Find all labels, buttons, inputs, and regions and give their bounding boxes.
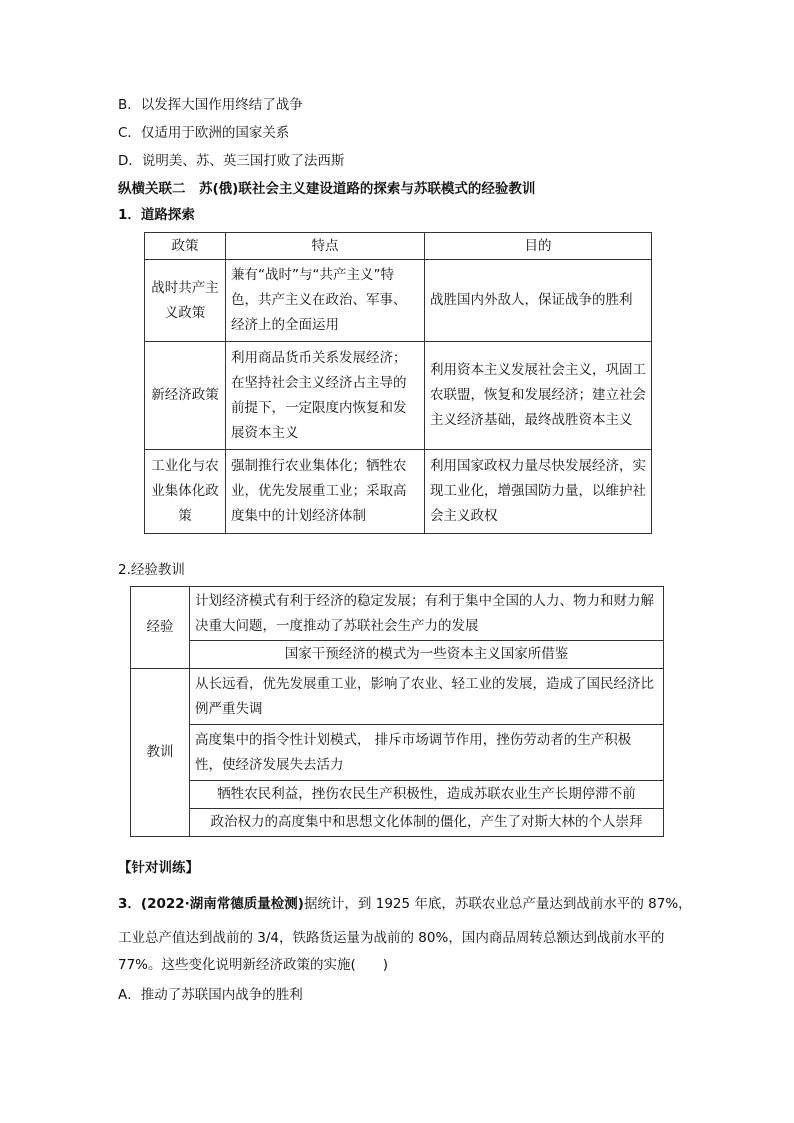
- table-row: [145, 342, 652, 450]
- question-text: 据统计，到 1925 年底，苏联农业总产量达到战前水平的 87%，: [303, 896, 692, 912]
- table-row: [131, 669, 664, 725]
- question-line-1: [118, 895, 692, 913]
- section-title: 纵横关联二 苏(俄)联社会主义建设道路的探索与苏联模式的经验教训: [118, 181, 536, 197]
- table-row: [145, 450, 652, 534]
- experience-label: 经验: [131, 587, 190, 669]
- header-goal: 目的: [425, 233, 652, 260]
- option-b: B．以发挥大国作用终结了战争: [118, 97, 303, 113]
- table-row: [131, 781, 664, 809]
- lesson-label: 教训: [131, 669, 190, 837]
- table-row: [131, 809, 664, 837]
- table-row: [145, 260, 652, 342]
- header-feature: 特点: [226, 233, 425, 260]
- question-source: 3．(2022·湖南常德质量检测): [118, 896, 304, 912]
- header-policy: 政策: [145, 233, 226, 260]
- subsection-road-title: 1．道路探索: [118, 207, 195, 223]
- feature-cell: 利用商品货币关系发展经济；在坚持社会主义经济占主导的前提下，一定限度内恢复和发展资本主义: [226, 342, 425, 450]
- policy-cell: 工业化与农业集体化政策: [145, 450, 226, 534]
- lesson-item: 从长远看，优先发展重工业，影响了农业、轻工业的发展，造成了国民经济比例严重失调: [190, 669, 664, 725]
- option-a: A．推动了苏联国内战争的胜利: [118, 987, 303, 1003]
- experience-item: 国家干预经济的模式为一些资本主义国家所借鉴: [190, 641, 664, 669]
- feature-cell: 强制推行农业集体化；牺牲农业，优先发展重工业；采取高度集中的计划经济体制: [226, 450, 425, 534]
- practice-title: 【针对训练】: [118, 860, 199, 876]
- experience-item: 计划经济模式有利于经济的稳定发展；有利于集中全国的人力、物力和财力解决重大问题，一度推动了苏联社会生产力的发展: [190, 587, 664, 641]
- feature-cell: 兼有“战时”与“共产主义”特色，共产主义在政治、军事、经济上的全面运用: [226, 260, 425, 342]
- road-exploration-table: [144, 232, 652, 534]
- table-row: [131, 725, 664, 781]
- table-header-row: [145, 233, 652, 260]
- policy-cell: 战时共产主义政策: [145, 260, 226, 342]
- goal-cell: 利用国家政权力量尽快发展经济，实现工业化，增强国防力量，以维护社会主义政权: [425, 450, 652, 534]
- option-c: C．仅适用于欧洲的国家关系: [118, 125, 290, 141]
- question-line-3: 77%。这些变化说明新经济政策的实施( ): [118, 957, 389, 973]
- lesson-item: 高度集中的指令性计划模式， 排斥市场调节作用，挫伤劳动者的生产积极性，使经济发展失去活力: [190, 725, 664, 781]
- table-row: [131, 641, 664, 669]
- lessons-table: [130, 586, 664, 837]
- lesson-item: 政治权力的高度集中和思想文化体制的僵化，产生了对斯大林的个人崇拜: [190, 809, 664, 837]
- subsection-lessons-title: 2.经验教训: [118, 562, 185, 578]
- question-line-2: 工业总产值达到战前的 3/4，铁路货运量为战前的 80%，国内商品周转总额达到战前水平的: [118, 930, 665, 946]
- option-d: D．说明美、苏、英三国打败了法西斯: [118, 153, 345, 169]
- goal-cell: 利用资本主义发展社会主义，巩固工农联盟，恢复和发展经济；建立社会主义经济基础，最终战胜资本主义: [425, 342, 652, 450]
- table-row: [131, 587, 664, 641]
- lesson-item: 牺牲农民利益，挫伤农民生产积极性，造成苏联农业生产长期停滞不前: [190, 781, 664, 809]
- policy-cell: 新经济政策: [145, 342, 226, 450]
- goal-cell: 战胜国内外敌人，保证战争的胜利: [425, 260, 652, 342]
